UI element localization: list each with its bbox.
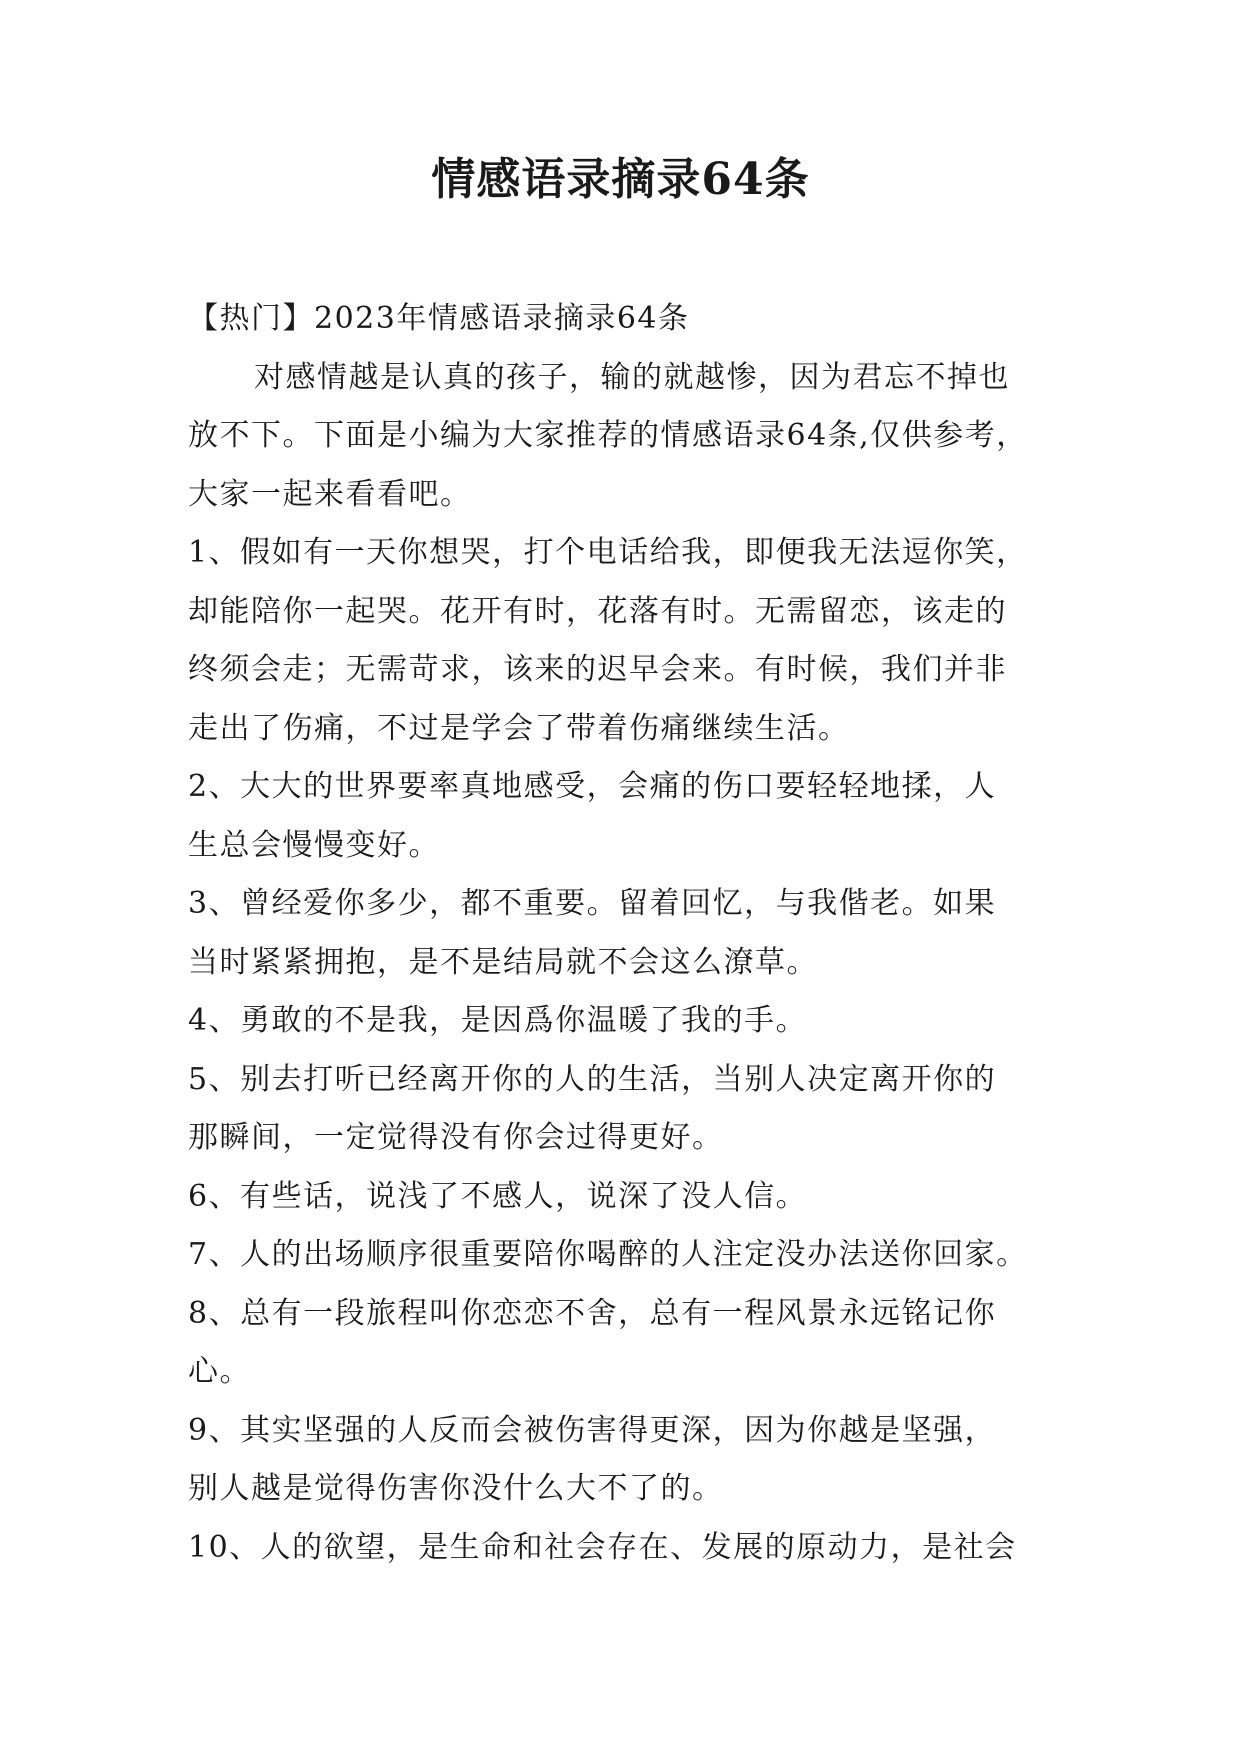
document-title: 情感语录摘录64条 (431, 154, 810, 205)
intro-line: 大家一起来看看吧。 (188, 476, 472, 512)
quote-line: 4、勇敢的不是我，是因爲你温暖了我的手。 (188, 1003, 808, 1038)
document-body (188, 290, 1068, 1577)
quote-line: 走出了伤痛，不过是学会了带着伤痛继续生活。 (188, 710, 850, 746)
quote-line: 心。 (188, 1354, 251, 1389)
quote-line: 9、其实坚强的人反而会被伤害得更深，因为你越是坚强， (188, 1412, 997, 1448)
quote-line: 5、别去打听已经离开你的人的生活，当别人决定离开你的 (188, 1061, 997, 1097)
quote-line: 8、总有一段旅程叫你恋恋不舍，总有一程风景永远铭记你 (188, 1295, 997, 1331)
quote-line: 1、假如有一天你想哭，打个电话给我，即便我无法逗你笑， (188, 535, 1028, 570)
subtitle-line: 【热门】2023年情感语录摘录64条 (188, 301, 690, 336)
quote-line: 别人越是觉得伤害你没什么大不了的。 (188, 1471, 724, 1506)
quote-line: 2、大大的世界要率真地感受，会痛的伤口要轻轻地揉，人 (188, 769, 997, 804)
quote-line: 7、人的出场顺序很重要陪你喝醉的人注定没办法送你回家。 (188, 1237, 1028, 1272)
quote-line: 生总会慢慢变好。 (188, 827, 440, 863)
quote-line: 6、有些话，说浅了不感人，说深了没人信。 (188, 1178, 808, 1214)
quote-line: 当时紧紧拥抱，是不是结局就不会这么潦草。 (188, 944, 818, 980)
quote-line: 那瞬间，一定觉得没有你会过得更好。 (188, 1120, 724, 1155)
quote-line: 10、人的欲望，是生命和社会存在、发展的原动力，是社会 (188, 1529, 1017, 1565)
quote-line: 3、曾经爱你多少，都不重要。留着回忆，与我偕老。如果 (188, 886, 997, 921)
intro-line: 放不下。下面是小编为大家推荐的情感语录64条,仅供参考， (188, 418, 1028, 453)
intro-line: 对感情越是认真的孩子，输的就越惨，因为君忘不掉也 (254, 359, 1010, 395)
quote-line: 终须会走；无需苛求，该来的迟早会来。有时候，我们并非 (188, 652, 1007, 687)
quote-line: 却能陪你一起哭。花开有时，花落有时。无需留恋，该走的 (188, 593, 1007, 629)
